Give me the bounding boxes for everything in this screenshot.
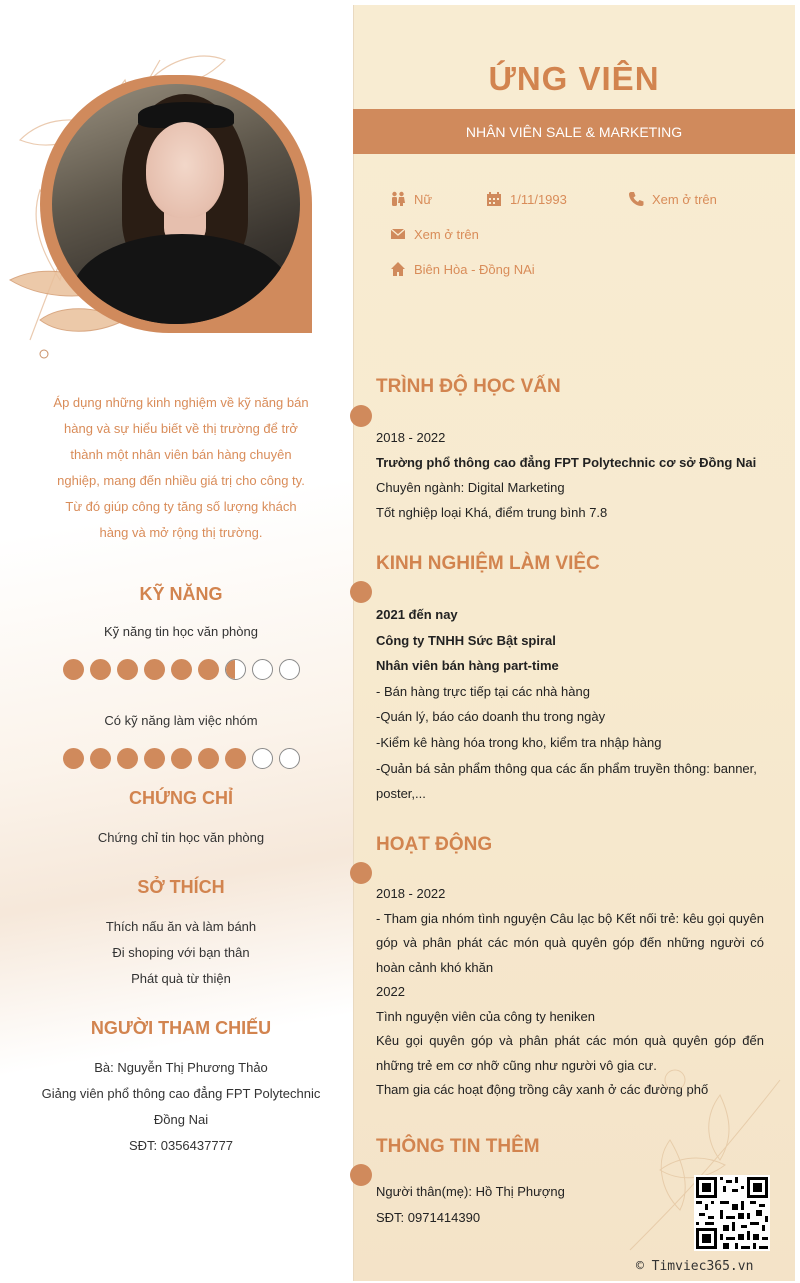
activity-line: 2022 (376, 984, 405, 999)
reference-line: SĐT: 0356437777 (128, 1138, 234, 1153)
activities-title: HOẠT ĐỘNG (376, 834, 493, 855)
education-body (376, 425, 764, 525)
calendar-icon (486, 191, 502, 207)
section-marker (350, 581, 372, 603)
rating-dot-filled (117, 659, 138, 680)
experience-title: KINH NGHIỆM LÀM VIỆC (376, 553, 600, 574)
skills-section (20, 584, 342, 769)
additional-line: SĐT: 0971414390 (376, 1210, 481, 1225)
home-icon (390, 261, 406, 277)
birthday-info (486, 191, 567, 207)
objective-line: Từ đó giúp công ty tăng số lượng khách (65, 499, 297, 514)
rating-dot-filled (171, 748, 192, 769)
activity-line: Kêu gọi quyên góp và phân phát các món quà quyên góp đến những trẻ em cơ nhỡ cũng như người vô gia cư. (376, 1033, 764, 1073)
experience-duty: -Kiểm kê hàng hóa trong kho, kiểm tra nhập hàng (376, 734, 662, 750)
section-marker (350, 405, 372, 427)
skill-rating (20, 659, 342, 680)
rating-dot-filled (90, 748, 111, 769)
skill-name: Kỹ năng tin học văn phòng (104, 624, 258, 639)
experience-role: Nhân viên bán hàng part-time (376, 658, 559, 674)
address-info (390, 261, 535, 277)
email-info (390, 226, 479, 242)
certificates-section (20, 788, 342, 851)
skill-rating (20, 748, 342, 769)
rating-dot-empty (252, 748, 273, 769)
additional-title: THÔNG TIN THÊM (376, 1136, 540, 1157)
position-title: NHÂN VIÊN SALE & MARKETING (465, 123, 683, 140)
section-marker (350, 862, 372, 884)
experience-body (376, 602, 764, 807)
candidate-name: ỨNG VIÊN (488, 60, 660, 97)
activity-line: Tình nguyện viên của công ty heniken (376, 1008, 595, 1024)
rating-dot-filled (198, 748, 219, 769)
education-title: TRÌNH ĐỘ HỌC VẤN (376, 376, 561, 397)
references-title: NGƯỜI THAM CHIẾU (90, 1018, 272, 1038)
qr-code (694, 1175, 770, 1251)
section-marker (350, 1164, 372, 1186)
experience-duty: - Bán hàng trực tiếp tại các nhà hàng (376, 683, 590, 699)
activity-line: Tham gia các hoạt động trồng cây xanh ở các đường phố (376, 1082, 709, 1097)
hobbies-section (20, 877, 342, 992)
certificates-title: CHỨNG CHỈ (129, 788, 233, 808)
rating-dot-empty (252, 659, 273, 680)
hobby-item: Thích nấu ăn và làm bánh (105, 919, 257, 934)
activity-line: - Tham gia nhóm tình nguyện Câu lạc bộ Kết nối trẻ: kêu gọi quyên góp và phân phát các món quà quyên góp đến những người có hoàn cảnh khó khăn (376, 910, 764, 975)
objective-line: nghiệp, mang đến nhiều giá trị cho công ty. (57, 473, 305, 488)
experience-company: Công ty TNHH Sức Bật spiral (376, 632, 556, 648)
objective-line: thành một nhân viên bán hàng chuyên (70, 447, 292, 462)
hobby-item: Đi shoping với bạn thân (112, 945, 250, 960)
candidate-photo (52, 84, 300, 324)
phone-info (628, 191, 717, 207)
rating-dot-filled (117, 748, 138, 769)
rating-dot-empty (279, 659, 300, 680)
rating-dot-filled (144, 659, 165, 680)
birthday-value: 1/11/1993 (510, 191, 567, 207)
envelope-icon (390, 226, 406, 242)
reference-line: Đồng Nai (153, 1112, 209, 1127)
rating-dot-filled (171, 659, 192, 680)
hobbies-title: SỞ THÍCH (137, 877, 225, 897)
objective-line: Áp dụng những kinh nghiệm về kỹ năng bán (53, 395, 309, 410)
objective-line: hàng và sự hiểu biết về thị trường để trở (64, 421, 298, 436)
gender-info (390, 191, 432, 207)
rating-dot-filled (63, 748, 84, 769)
hobby-item: Phát quà từ thiện (131, 971, 231, 986)
rating-dot-filled (225, 748, 246, 769)
certificate-item: Chứng chỉ tin học văn phòng (97, 830, 265, 845)
references-section (20, 1018, 342, 1159)
email-value: Xem ở trên (414, 226, 479, 242)
address-value: Biên Hòa - Đồng NAi (414, 261, 535, 277)
rating-dot-empty (279, 748, 300, 769)
additional-line: Người thân(mẹ): Hồ Thị Phượng (376, 1184, 565, 1199)
rating-dot-filled (90, 659, 111, 680)
career-objective (40, 390, 322, 546)
people-icon (390, 191, 406, 207)
experience-period: 2021 đến nay (376, 607, 458, 622)
education-result: Tốt nghiệp loại Khá, điểm trung bình 7.8 (376, 505, 608, 520)
skill-name: Có kỹ năng làm việc nhóm (104, 713, 258, 728)
activity-line: 2018 - 2022 (376, 886, 446, 901)
qr-code-icon (696, 1177, 768, 1249)
reference-line: Giảng viên phổ thông cao đẳng FPT Polytechnic (41, 1086, 321, 1101)
education-period: 2018 - 2022 (376, 430, 446, 445)
rating-dot-filled (198, 659, 219, 680)
gender-value: Nữ (414, 191, 433, 207)
education-major: Chuyên ngành: Digital Marketing (376, 480, 565, 495)
reference-line: Bà: Nguyễn Thị Phương Thảo (94, 1060, 268, 1075)
phone-icon (628, 191, 644, 207)
experience-duty: -Quản bá sản phẩm thông qua các ấn phẩm truyền thông: banner, poster,... (376, 760, 757, 802)
phone-value: Xem ở trên (652, 191, 717, 207)
column-divider (353, 5, 354, 1281)
copyright-text: © Timviec365.vn (636, 1259, 754, 1274)
rating-dot-filled (144, 748, 165, 769)
skills-title: KỸ NĂNG (139, 584, 223, 604)
objective-line: hàng và mở rộng thị trường. (99, 525, 263, 540)
experience-duty: -Quán lý, báo cáo doanh thu trong ngày (376, 709, 606, 725)
education-school: Trường phổ thông cao đẳng FPT Polytechnic cơ sở Đồng Nai (376, 455, 757, 470)
position-banner (353, 109, 795, 154)
rating-dot-half (225, 659, 246, 680)
rating-dot-filled (63, 659, 84, 680)
